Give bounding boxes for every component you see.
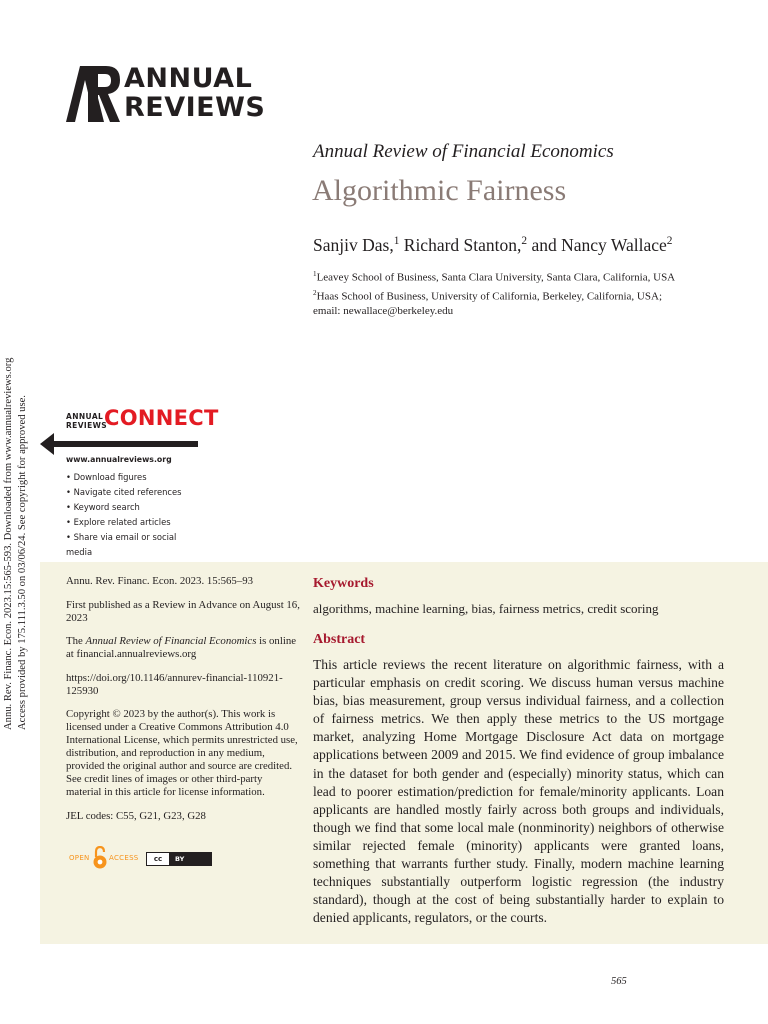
annual-reviews-logo (66, 63, 266, 124)
connect-word: CONNECT (104, 406, 219, 430)
list-item[interactable]: • Download figures (66, 470, 204, 485)
cc-icon: cc (147, 853, 169, 865)
journal-name: Annual Review of Financial Economics (313, 141, 614, 162)
cc-by-label: BY (175, 855, 185, 863)
jel-codes: JEL codes: C55, G21, G23, G28 (66, 809, 206, 822)
connect-logo-small-text (66, 412, 107, 430)
author-list (313, 235, 672, 256)
abstract-text: This article reviews the recent literature on algorithmic fairness, with a particular emphasis on credit scoring. We discuss human versus machine bias, bias measurement, group versus individual fairness, and a collection of fairness metrics. We then apply these metrics to the US mortgage market, analyzing Home Mortgage Disclosure Act data on mortgage applications between 2009 and 2015. We find evidence of group imbalance in the dataset for both gender and (especially) minority status, which can lead to poorer estimation/prediction for female/minority applicants. Loan applicants are handled mostly fairly across both groups and individuals, though we find that some local male (nonminority) neighbors of otherwise similar rejected female (minority) applicants were granted loans, something that warrants further study. Finally, modern machine learning techniques substantially outperform logistic regression (the industry standard), though at the cost of being substantially harder to explain to denied applicants, regulators, or the courts. (313, 657, 724, 926)
access-label: ACCESS (109, 854, 139, 862)
affiliation-mark: 2 (313, 289, 317, 297)
online-journal: Annual Review of Financial Economics (85, 635, 257, 647)
affiliation-2 (313, 286, 662, 318)
author-affiliation-mark: 1 (393, 235, 400, 248)
author-name[interactable]: Sanjiv Das, (313, 235, 394, 255)
author-name[interactable]: Richard Stanton, (403, 235, 522, 255)
doi-link[interactable]: https://doi.org/10.1146/annurev-financial-110921-125930 (66, 671, 283, 697)
list-item[interactable]: • Explore related articles (66, 515, 204, 530)
side-note-line-2: Access provided by 175.111.3.50 on 03/06/24. See copyright for approved use. (16, 395, 28, 730)
citation: Annu. Rev. Financ. Econ. 2023. 15:565–93 (66, 575, 254, 587)
side-download-note (2, 290, 32, 730)
connect-site-link[interactable]: www.annualreviews.org (66, 455, 172, 464)
annual-reviews-connect-box (40, 403, 219, 557)
logo-line-2: REVIEWS (124, 92, 266, 123)
side-note-line-1: Annu. Rev. Financ. Econ. 2023.15:565-593. Downloaded from www.annualreviews.org (3, 357, 14, 730)
online-statement (66, 635, 300, 661)
keywords-text: algorithms, machine learning, bias, fairness metrics, credit scoring (313, 601, 659, 616)
abstract-heading: Abstract (313, 632, 366, 647)
online-post: is online at financial.annualreviews.org (66, 635, 297, 660)
copyright-notice: Copyright © 2023 by the author(s). This work is licensed under a Creative Commons Attribution 4.0 International License, which permits unrestricted use, distribution, and reproduction in any medium, provided the original author and source are credited. See credit lines of images or other third-party material in this article for license information. (66, 708, 298, 798)
author-separator: and (527, 235, 562, 255)
creative-commons-badge[interactable] (146, 852, 212, 866)
page-number: 565 (611, 976, 627, 987)
connect-reviews-label: REVIEWS (66, 421, 108, 430)
keywords-heading: Keywords (313, 576, 374, 591)
open-access-badge (66, 846, 216, 872)
logo-line-1: ANNUAL (124, 63, 253, 94)
connect-annual-label: ANNUAL (66, 412, 104, 421)
first-published: First published as a Review in Advance on August 16, 2023 (66, 598, 300, 624)
list-item[interactable]: • Navigate cited references (66, 485, 204, 500)
author-email-link[interactable]: email: newallace@berkeley.edu (313, 304, 454, 317)
connect-feature-list (66, 470, 204, 560)
author-affiliation-mark: 2 (521, 235, 528, 248)
open-label: OPEN (69, 854, 90, 862)
author-name[interactable]: Nancy Wallace (561, 235, 667, 255)
author-affiliation-mark: 2 (666, 235, 673, 248)
annual-reviews-logo-mark-icon (66, 66, 120, 122)
arrow-left-icon (40, 433, 200, 455)
affiliation-text: Haas School of Business, University of California, Berkeley, California, USA; (316, 290, 662, 303)
annual-reviews-wordmark (124, 64, 265, 122)
article-title: Algorithmic Fairness (312, 174, 567, 207)
list-item[interactable]: • Share via email or social media (66, 530, 204, 560)
list-item[interactable]: • Keyword search (66, 500, 204, 515)
online-pre: The (66, 635, 86, 647)
affiliation-mark: 1 (313, 270, 317, 278)
article-metadata (66, 575, 300, 833)
affiliation-1 (313, 267, 675, 285)
open-access-lock-icon (92, 846, 108, 870)
affiliation-text: Leavey School of Business, Santa Clara University, Santa Clara, California, USA (316, 271, 676, 284)
